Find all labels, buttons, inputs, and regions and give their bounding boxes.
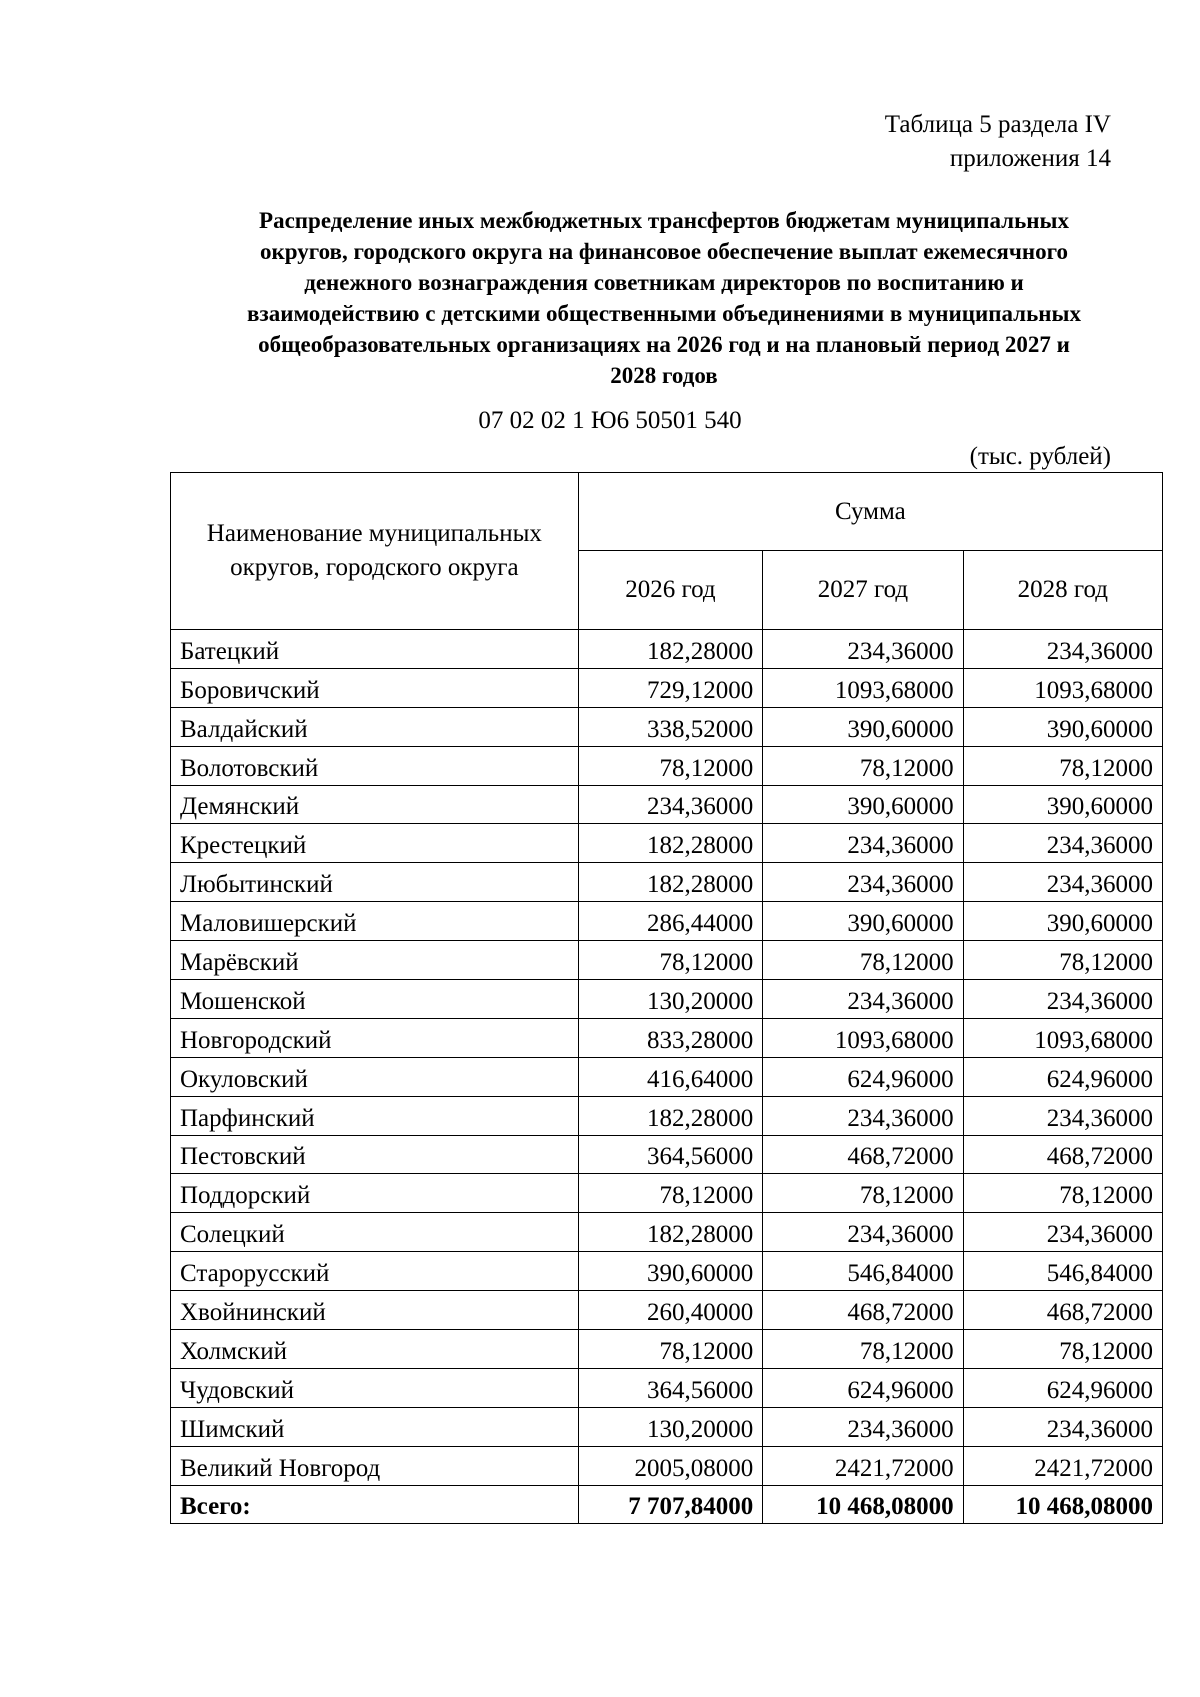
amount-2028: 234,36000 [963,1407,1162,1446]
amount-2027: 468,72000 [763,1135,963,1174]
table-row [171,1368,1163,1407]
district-name: Мошенской [171,980,579,1019]
amount-2026: 286,44000 [578,902,763,941]
amount-2028: 234,36000 [963,863,1162,902]
title-line: округов, городского округа на финансовое обеспечение выплат ежемесячного [260,239,1068,264]
amount-2027: 234,36000 [763,630,963,669]
district-name: Шимский [171,1407,579,1446]
amount-2028: 390,60000 [963,902,1162,941]
amount-2026: 729,12000 [578,668,763,707]
year-header-2026: 2026 год [578,551,763,630]
table-row [171,1096,1163,1135]
district-name: Старорусский [171,1252,579,1291]
amount-2027: 78,12000 [763,1330,963,1369]
name-column-header [171,473,579,630]
table-row [171,941,1163,980]
amount-2027: 78,12000 [763,746,963,785]
year-header-2028: 2028 год [963,551,1162,630]
amount-2027: 390,60000 [763,785,963,824]
amount-2026: 7 707,84000 [578,1485,763,1524]
district-name: Демянский [171,785,579,824]
amount-2027: 78,12000 [763,941,963,980]
amount-2028: 234,36000 [963,630,1162,669]
amount-2026: 182,28000 [578,630,763,669]
district-name: Крестецкий [171,824,579,863]
district-name: Боровичский [171,668,579,707]
district-name: Солецкий [171,1213,579,1252]
title-line: Распределение иных межбюджетных трансфертов бюджетам муниципальных [259,208,1069,233]
amount-2028: 234,36000 [963,1213,1162,1252]
district-name: Новгородский [171,1018,579,1057]
table-row [171,707,1163,746]
table-row [171,1018,1163,1057]
amount-2028: 546,84000 [963,1252,1162,1291]
amount-2027: 234,36000 [763,1213,963,1252]
district-name: Марёвский [171,941,579,980]
amount-2026: 78,12000 [578,1330,763,1369]
total-row [171,1485,1163,1524]
district-name: Всего: [171,1485,579,1524]
amount-2028: 1093,68000 [963,668,1162,707]
amount-2028: 624,96000 [963,1368,1162,1407]
amount-2028: 2421,72000 [963,1446,1162,1485]
amount-2026: 364,56000 [578,1135,763,1174]
sum-column-header: Сумма [578,473,1162,551]
amount-2026: 416,64000 [578,1057,763,1096]
table-row [171,1213,1163,1252]
amount-2027: 2421,72000 [763,1446,963,1485]
amount-2026: 2005,08000 [578,1446,763,1485]
title-line: денежного вознаграждения советникам директоров по воспитанию и [304,270,1024,295]
title-line: взаимодействию с детскими общественными объединениями в муниципальных [247,301,1081,326]
amount-2027: 234,36000 [763,863,963,902]
amount-2027: 78,12000 [763,1174,963,1213]
amount-2026: 130,20000 [578,980,763,1019]
amount-2028: 1093,68000 [963,1018,1162,1057]
table-reference: Таблица 5 раздела IV [884,111,1111,138]
amount-2028: 624,96000 [963,1057,1162,1096]
amount-2026: 260,40000 [578,1291,763,1330]
year-header-2027: 2027 год [763,551,963,630]
district-name: Волотовский [171,746,579,785]
annex-number: приложения 14 [949,145,1111,172]
amount-2028: 78,12000 [963,941,1162,980]
amount-2028: 234,36000 [963,1096,1162,1135]
table-row [171,1057,1163,1096]
amount-2026: 130,20000 [578,1407,763,1446]
amount-2026: 833,28000 [578,1018,763,1057]
district-name: Хвойнинский [171,1291,579,1330]
name-header-line: округов, городского округа [230,554,519,581]
table-row [171,1252,1163,1291]
amount-2027: 624,96000 [763,1057,963,1096]
distribution-table [170,472,1163,1524]
table-row [171,668,1163,707]
title-line: общеобразовательных организациях на 2026 год и на плановый период 2027 и [258,332,1070,357]
district-name: Батецкий [171,630,579,669]
district-name: Пестовский [171,1135,579,1174]
amount-2027: 234,36000 [763,824,963,863]
amount-2026: 390,60000 [578,1252,763,1291]
amount-2026: 78,12000 [578,1174,763,1213]
amount-2027: 390,60000 [763,707,963,746]
district-name: Окуловский [171,1057,579,1096]
amount-2027: 546,84000 [763,1252,963,1291]
table-row [171,824,1163,863]
table-row [171,1407,1163,1446]
amount-2028: 78,12000 [963,746,1162,785]
district-name: Валдайский [171,707,579,746]
amount-2028: 390,60000 [963,785,1162,824]
amount-2027: 468,72000 [763,1291,963,1330]
amount-2027: 390,60000 [763,902,963,941]
table-row [171,630,1163,669]
district-name: Парфинский [171,1096,579,1135]
amount-2027: 234,36000 [763,1407,963,1446]
amount-2027: 1093,68000 [763,1018,963,1057]
amount-2026: 234,36000 [578,785,763,824]
table-row [171,1174,1163,1213]
amount-2026: 78,12000 [578,746,763,785]
table-row [171,1446,1163,1485]
district-name: Великий Новгород [171,1446,579,1485]
district-name: Чудовский [171,1368,579,1407]
district-name: Маловишерский [171,902,579,941]
units-label: (тыс. рублей) [969,443,1111,470]
district-name: Холмский [171,1330,579,1369]
table-body [171,630,1163,1524]
amount-2026: 182,28000 [578,863,763,902]
amount-2027: 234,36000 [763,980,963,1019]
amount-2026: 78,12000 [578,941,763,980]
table-row [171,980,1163,1019]
amount-2028: 234,36000 [963,980,1162,1019]
amount-2026: 182,28000 [578,824,763,863]
amount-2028: 234,36000 [963,824,1162,863]
table-row [171,902,1163,941]
amount-2028: 390,60000 [963,707,1162,746]
amount-2027: 624,96000 [763,1368,963,1407]
title-line: 2028 годов [610,363,718,388]
amount-2027: 10 468,08000 [763,1485,963,1524]
table-row [171,1135,1163,1174]
amount-2028: 468,72000 [963,1291,1162,1330]
district-name: Любытинский [171,863,579,902]
table-row [171,785,1163,824]
document-title [160,205,1168,391]
district-name: Поддорский [171,1174,579,1213]
amount-2028: 78,12000 [963,1174,1162,1213]
annex-reference [885,108,1111,176]
amount-2026: 182,28000 [578,1096,763,1135]
amount-2027: 234,36000 [763,1096,963,1135]
name-header-line: Наименование муниципальных [206,520,542,547]
amount-2028: 78,12000 [963,1330,1162,1369]
table-row [171,863,1163,902]
amount-2026: 182,28000 [578,1213,763,1252]
table-row [171,746,1163,785]
amount-2028: 10 468,08000 [963,1485,1162,1524]
amount-2026: 338,52000 [578,707,763,746]
amount-2026: 364,56000 [578,1368,763,1407]
amount-2028: 468,72000 [963,1135,1162,1174]
table-row [171,1330,1163,1369]
budget-classification-code: 07 02 02 1 Ю6 50501 540 [478,407,742,434]
table-row [171,1291,1163,1330]
amount-2027: 1093,68000 [763,668,963,707]
